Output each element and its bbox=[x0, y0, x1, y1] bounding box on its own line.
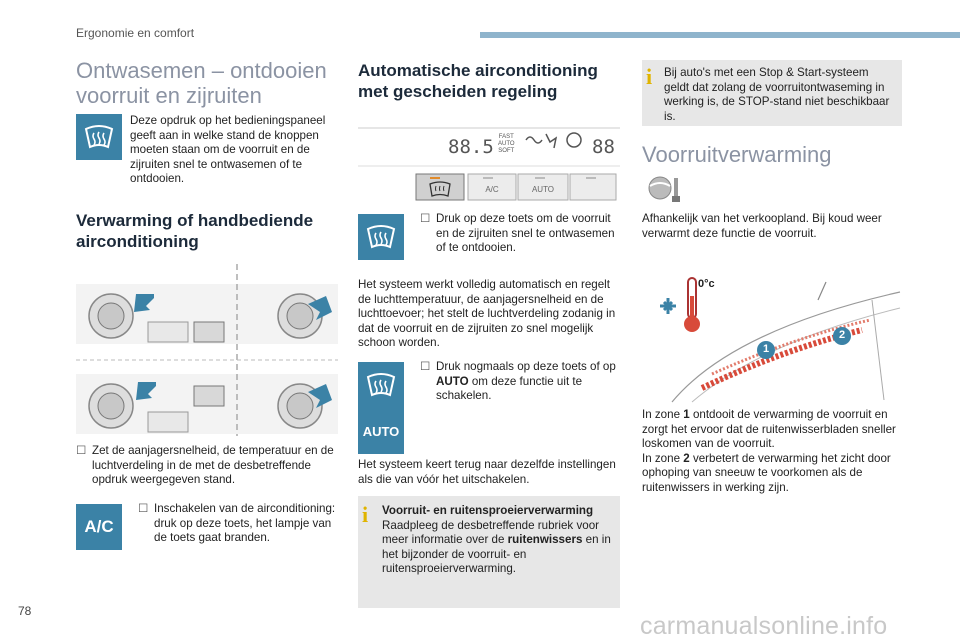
bullet-mark: ☐ bbox=[420, 360, 431, 373]
windshield-heating-title: Voorruitverwarming bbox=[642, 142, 832, 167]
stop-start-text: Bij auto's met een Stop & Start-systeem geldt dat zolang de voorruitontwaseming in werking is, de STOP-stand niet beschikbaar is. bbox=[664, 66, 890, 123]
zone-1-text bbox=[642, 408, 902, 452]
windshield-illustration bbox=[642, 270, 904, 404]
zone-1-marker: 1 bbox=[762, 343, 770, 355]
info-box-post: en in het bijzonder de voorruit- en ruitensproeierverwarming. bbox=[382, 533, 611, 575]
info-box-stop-start bbox=[642, 60, 902, 126]
info-box-text bbox=[382, 504, 616, 577]
defrost-icon-box bbox=[76, 114, 122, 160]
intro-text: Deze opdruk op het bedieningspaneel geeft aan in welke stand de knoppen moeten staan om de voorruit en de zijruiten snel te ontwasemen of te ontdooien. bbox=[130, 114, 326, 185]
manual-ac-heading-line2: airconditioning bbox=[76, 232, 199, 251]
windshield-drawing bbox=[642, 270, 904, 404]
page-title-line2: voorruit en zijruiten bbox=[76, 83, 262, 108]
auto-mode-label: AUTO bbox=[498, 141, 515, 147]
windshield-para-1: Afhankelijk van het verkoopland. Bij koud weer verwarmt deze functie de voorruit. bbox=[642, 212, 882, 240]
watermark: carmanualsonline.info bbox=[640, 612, 888, 640]
manual-bullet-1-text: Zet de aanjagersnelheid, de temperatuur en de luchtverdeling in de met de desbetreffende opdruk weergegeven stand. bbox=[92, 444, 334, 486]
zone-1-pre: In zone bbox=[642, 408, 684, 421]
defrost-icon-box-3 bbox=[358, 362, 404, 408]
windshield-defrost-icon bbox=[365, 223, 397, 251]
manual-ac-heading bbox=[76, 210, 346, 252]
info-box-wiper-heating bbox=[358, 496, 620, 608]
auto-panel-illustration bbox=[358, 118, 620, 210]
windshield-defrost-icon bbox=[365, 371, 397, 399]
auto-label: AUTO bbox=[362, 423, 400, 439]
auto-bullet-1-text: Druk op deze toets om de voorruit en de zijruiten snel te ontwasemen of te ontdooien. bbox=[436, 212, 615, 254]
auto-para-1: Het systeem werkt volledig automatisch en regelt de luchttemperatuur, de aanjagersnelheid en de luchttoevoer; het stelt de luchtverdeling zodanig in dat de voorruit en de zijruiten zo snel mogelijk schoon worden. bbox=[358, 278, 616, 349]
zone-2-marker: 2 bbox=[838, 329, 846, 341]
windshield-para-2 bbox=[642, 408, 902, 495]
zone-2-text bbox=[642, 452, 902, 496]
auto-ac-heading-line1: Automatische airconditioning bbox=[358, 61, 598, 80]
bullet-mark: ☐ bbox=[138, 502, 149, 515]
page-number: 78 bbox=[18, 604, 32, 618]
zone-2-num: 2 bbox=[683, 451, 690, 465]
manual-bullet-2-text: Inschakelen van de airconditioning: druk op deze toets, het lampje van de toets gaat branden. bbox=[154, 502, 336, 544]
manual-bullet-2 bbox=[138, 502, 338, 546]
info-icon: i bbox=[646, 64, 653, 89]
auto-ac-heading-line2: met gescheiden regeling bbox=[358, 82, 558, 101]
heated-windshield-icon bbox=[644, 174, 684, 204]
fan-mode-labels bbox=[498, 134, 515, 155]
auto-bullet-2-text bbox=[436, 360, 620, 404]
bullet-mark: ☐ bbox=[76, 444, 87, 457]
info-box-pre: Raadpleeg de desbetreffende rubriek voor meer informatie over de bbox=[382, 518, 599, 546]
temp-display-right: 88 bbox=[592, 136, 615, 158]
fast-label: FAST bbox=[498, 134, 514, 140]
panel-ac-button[interactable]: A/C bbox=[485, 185, 499, 194]
auto-icon-box bbox=[358, 408, 404, 454]
section-header: Ergonomie en comfort bbox=[76, 26, 195, 40]
auto-bullet-2 bbox=[420, 360, 620, 404]
ac-label: A/C bbox=[84, 517, 114, 536]
windshield-heating-icon bbox=[644, 174, 684, 204]
auto-bullet-2-pre: Druk nogmaals op deze toets of op bbox=[436, 360, 616, 373]
info-box-title: Voorruit- en ruitensproeierverwarming bbox=[382, 504, 594, 517]
temperature-label: 0°c bbox=[698, 278, 715, 290]
manual-panel-illustration bbox=[76, 264, 338, 436]
auto-panel-drawing bbox=[358, 118, 620, 210]
auto-ac-heading bbox=[358, 60, 620, 102]
soft-label: SOFT bbox=[498, 148, 515, 154]
temp-display-left: 88.5 bbox=[448, 136, 494, 158]
panel-auto-button[interactable]: AUTO bbox=[531, 185, 555, 194]
header-bar bbox=[480, 32, 960, 38]
defrost-icon-box-2 bbox=[358, 214, 404, 260]
page-title bbox=[76, 58, 346, 108]
auto-bullet-2-post: om deze functie uit te schakelen. bbox=[436, 374, 583, 402]
zone-2-post: verbetert de verwarming het zicht door ophoping van sneeuw te voorkomen als de ruitenwissers in werking zijn. bbox=[642, 451, 891, 494]
windshield-defrost-icon bbox=[83, 123, 115, 151]
auto-bullet-2-bold: AUTO bbox=[436, 374, 469, 388]
info-box-bold: ruitenwissers bbox=[507, 533, 583, 546]
zone-1-num: 1 bbox=[683, 408, 690, 421]
manual-bullet-1 bbox=[76, 444, 338, 488]
auto-bullet-1 bbox=[420, 212, 620, 256]
info-icon: i bbox=[362, 502, 369, 527]
manual-ac-heading-line1: Verwarming of handbediende bbox=[76, 211, 314, 230]
bullet-mark: ☐ bbox=[420, 212, 431, 225]
auto-para-2: Het systeem keert terug naar dezelfde instellingen als die van vóór het uitschakelen. bbox=[358, 458, 616, 486]
page-title-line1: Ontwasemen – ontdooien bbox=[76, 58, 327, 83]
zone-1-post: ontdooit de verwarming de voorruit en zorgt het ervoor dat de ruitenwisserbladen sneller loskomen van de voorruit. bbox=[642, 408, 896, 450]
zone-2-pre: In zone bbox=[642, 451, 684, 465]
manual-panel-drawing bbox=[76, 264, 338, 436]
ac-icon-box bbox=[76, 504, 122, 550]
